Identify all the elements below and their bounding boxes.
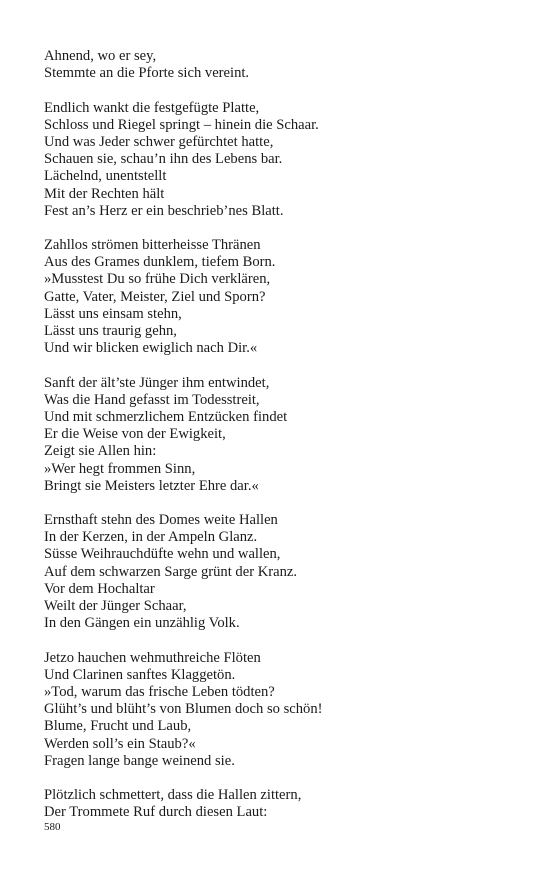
verse-line: Bringt sie Meisters letzter Ehre dar.«	[44, 477, 259, 494]
verse-line: Zahllos strömen bitterheisse Thränen	[44, 237, 261, 254]
verse-line: Ahnend, wo er sey,	[44, 48, 157, 64]
verse-line: Lässt uns einsam stehn,	[44, 305, 182, 322]
verse-line: Zeigt sie Allen hin:	[44, 443, 157, 460]
stanza-1	[44, 48, 514, 82]
verse-line: »Wer hegt frommen Sinn,	[44, 460, 196, 477]
verse-line: Lässt uns traurig gehn,	[44, 323, 177, 339]
verse-line: Ernsthaft stehn des Domes weite Hallen	[44, 512, 278, 529]
verse-line: Auf dem schwarzen Sarge grünt der Kranz.	[44, 563, 297, 580]
poem-text	[44, 48, 514, 839]
stanza-3	[44, 237, 514, 357]
stanza-7	[44, 787, 514, 821]
stanza-6	[44, 650, 514, 770]
stanza-5	[44, 512, 514, 632]
verse-line: Weilt der Jünger Schaar,	[44, 598, 187, 614]
verse-line: Und Clarinen sanftes Klaggetön.	[44, 666, 236, 683]
verse-line: In den Gängen ein unzählig Volk.	[44, 615, 240, 632]
verse-line: Was die Hand gefasst im Todesstreit,	[44, 391, 260, 408]
verse-line: Und was Jeder schwer gefürchtet hatte,	[44, 133, 274, 150]
verse-line: Er die Weise von der Ewigkeit,	[44, 426, 226, 443]
verse-line: Plötzlich schmettert, dass die Hallen zittern,	[44, 787, 302, 804]
verse-line: Fragen lange bange weinend sie.	[44, 752, 235, 769]
verse-line: »Musstest Du so frühe Dich verklären,	[44, 271, 271, 288]
stanza-4	[44, 375, 514, 495]
verse-line: Vor dem Hochaltar	[44, 580, 155, 597]
verse-line: Der Trommete Ruf durch diesen Laut:	[44, 804, 268, 821]
verse-line: Glüht’s und blüht’s von Blumen doch so schön!	[44, 701, 323, 718]
verse-line: Gatte, Vater, Meister, Ziel und Sporn?	[44, 288, 266, 305]
verse-line: Mit der Rechten hält	[44, 185, 165, 202]
verse-line: Und wir blicken ewiglich nach Dir.«	[44, 340, 258, 357]
verse-line: Aus des Grames dunklem, tiefem Born.	[44, 254, 276, 271]
verse-line: Süsse Weihrauchdüfte wehn und wallen,	[44, 546, 281, 563]
verse-line: In der Kerzen, in der Ampeln Glanz.	[44, 529, 258, 546]
verse-line: Lächelnd, unentstellt	[44, 168, 167, 185]
stanza-2	[44, 100, 514, 220]
verse-line: Schloss und Riegel springt – hinein die Schaar.	[44, 116, 319, 133]
verse-line: Schauen sie, schau’n ihn des Lebens bar.	[44, 151, 283, 168]
verse-line: Werden soll’s ein Staub?«	[44, 735, 196, 752]
verse-line: Stemmte an die Pforte sich vereint.	[44, 65, 250, 82]
verse-line: Blume, Frucht und Laub,	[44, 718, 192, 735]
verse-line: Sanft der ält’ste Jünger ihm entwindet,	[44, 374, 270, 391]
verse-line: »Tod, warum das frische Leben tödten?	[44, 683, 275, 700]
verse-line: Und mit schmerzlichem Entzücken findet	[44, 408, 288, 425]
verse-line: Endlich wankt die festgefügte Platte,	[44, 99, 260, 116]
verse-line: Fest an’s Herz er ein beschrieb’nes Blatt.	[44, 202, 284, 219]
page-number: 580	[44, 821, 61, 833]
verse-line: Jetzo hauchen wehmuthreiche Flöten	[44, 649, 261, 666]
